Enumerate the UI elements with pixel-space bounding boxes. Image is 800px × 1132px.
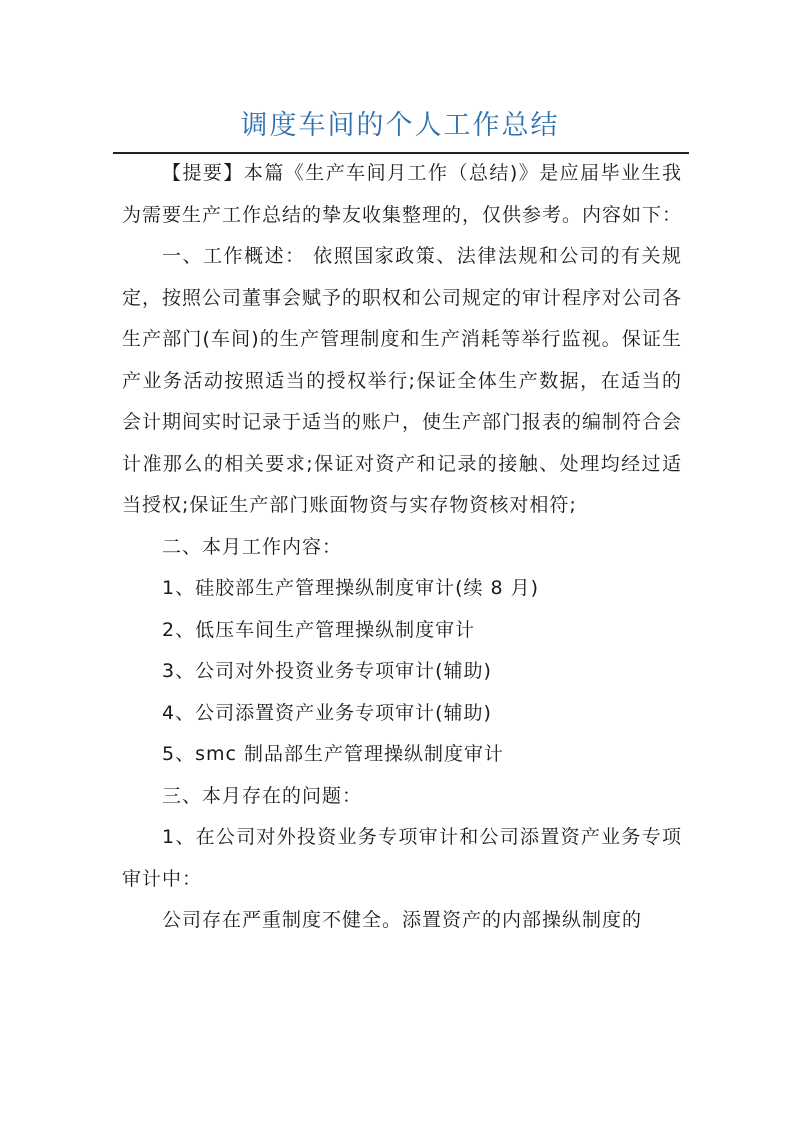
list-item: 2、低压车间生产管理操纵制度审计 [162,618,476,641]
document-title: 调度车间的个人工作总结 [240,110,560,141]
list-item: 1、硅胶部生产管理操纵制度审计(续 8 月) [162,577,540,599]
section-heading-work-content: 二、本月工作内容： [162,535,343,558]
paragraph-summary: 【提要】本篇《生产车间月工作（总结)》是应届毕业生我为需要生产工作总结的挚友收集整理的，仅供参考。内容如下： [122,162,683,226]
list-item: 1、在公司对外投资业务专项审计和公司添置资产业务专项审计中： [122,826,682,890]
document-body [122,153,682,942]
list-item: 3、公司对外投资业务专项审计(辅助) [162,660,492,682]
paragraph-problem-detail: 公司存在严重制度不健全。添置资产的内部操纵制度的 [162,909,643,931]
paragraph-overview: 一、工作概述： 依照国家政策、法律法规和公司的有关规定，按照公司董事会赋予的职权和公司规定的审计程序对公司各生产部门(车间)的生产管理制度和生产消耗等举行监视。保证生产业务活动按照适当的授权举行;保证全体生产数据，在适当的会计期间实时记录于适当的账户，使生产部门报表的编制符合会计准那么的相关要求;保证对资产和记录的接触、处理均经过适当授权;保证生产部门账面物资与实存物资核对相符; [122,245,683,516]
list-item: 5、smc 制品部生产管理操纵制度审计 [162,743,504,765]
list-item: 4、公司添置资产业务专项审计(辅助) [162,701,492,724]
section-heading-problems: 三、本月存在的问题： [162,784,363,807]
